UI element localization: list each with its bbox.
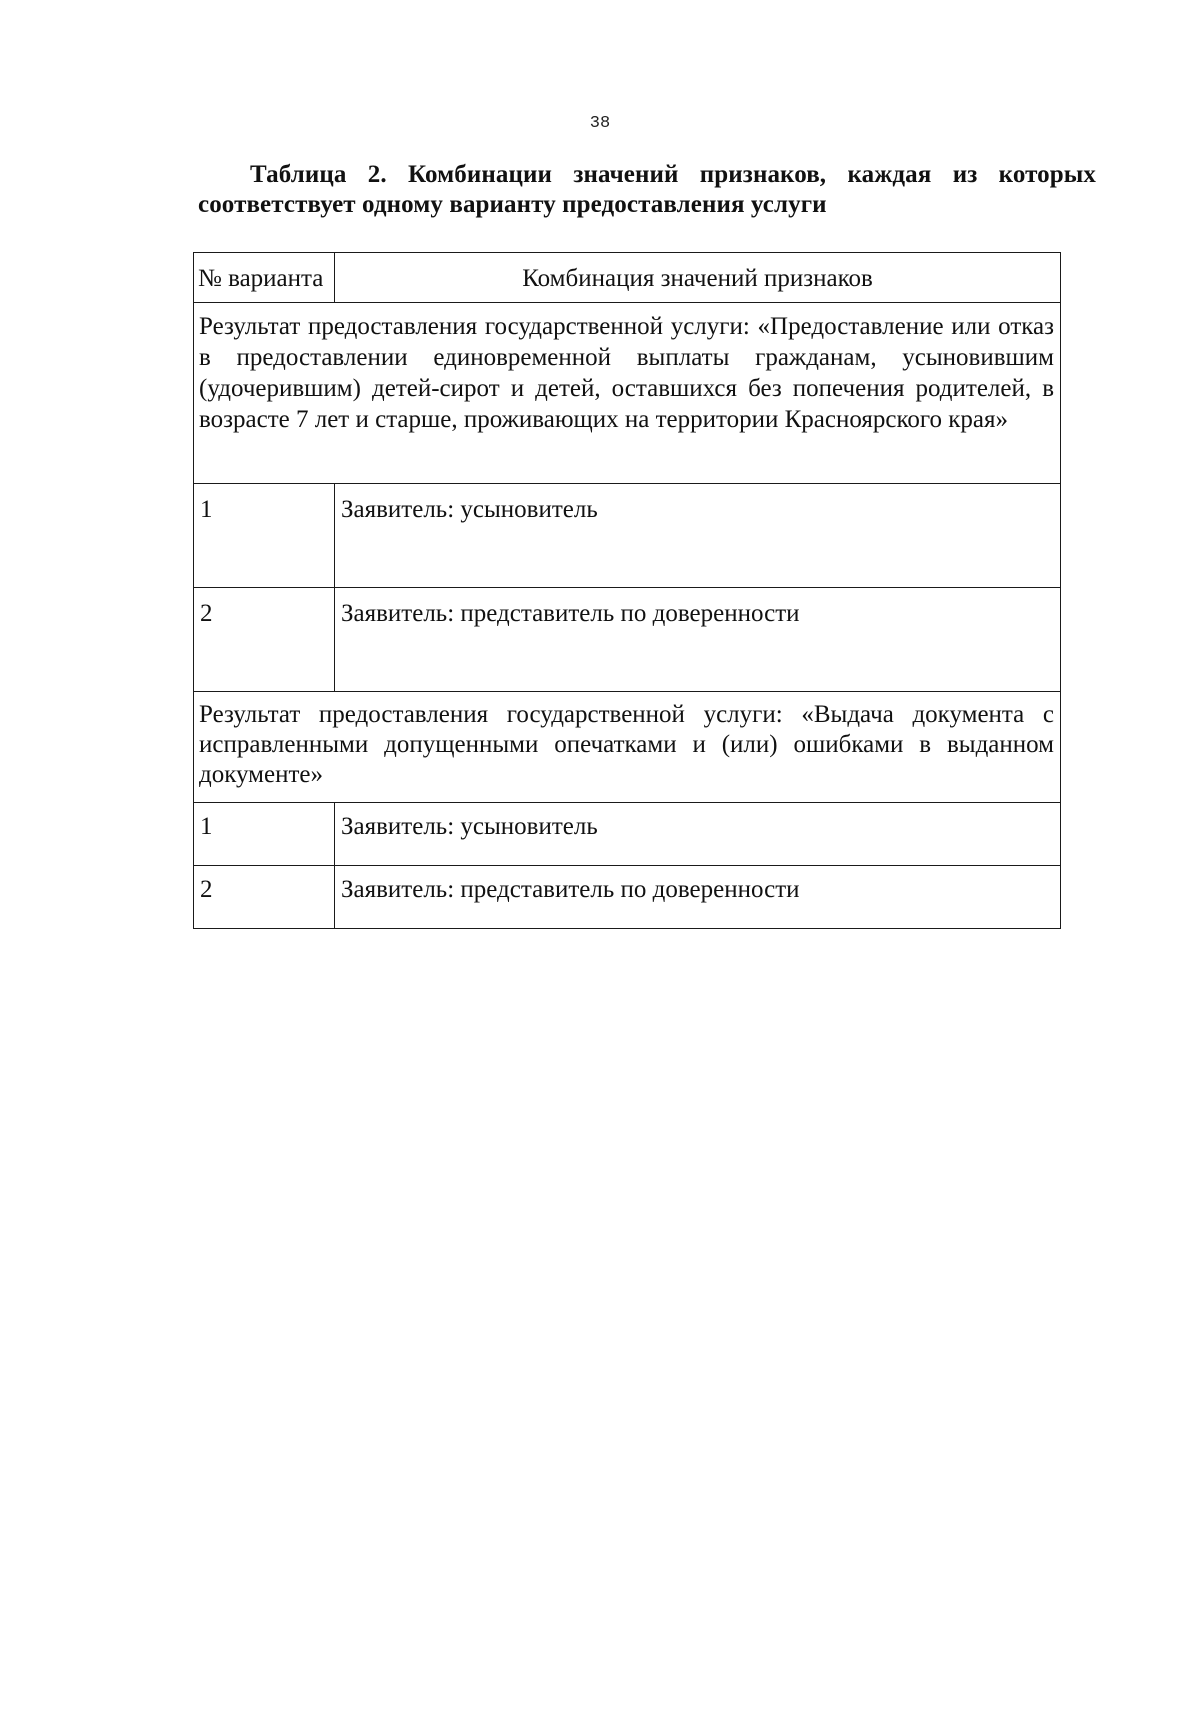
combination-cell: Заявитель: усыновитель [335, 803, 1061, 866]
header-variant-number: № варианта [194, 253, 335, 303]
combination-cell: Заявитель: усыновитель [335, 484, 1061, 588]
group-row [194, 692, 1061, 803]
table-row [194, 803, 1061, 866]
combination-cell: Заявитель: представитель по доверенности [335, 866, 1061, 929]
table-caption: Таблица 2. Комбинации значений признаков, каждая из которых соответствует одному варианту предоставления услуги [198, 161, 1096, 218]
table-row [194, 588, 1061, 692]
table-row [194, 484, 1061, 588]
table-header-row [194, 253, 1061, 303]
table-row [194, 866, 1061, 929]
group-result-text: Результат предоставления государственной услуги: «Предоставление или отказ в предоставлении единовременной выплаты гражданам, усыновившим (удочерившим) детей-сирот и детей, оставшихся без попечения родителей, в возрасте 7 лет и старше, проживающих на территории Красноярского края» [194, 303, 1061, 484]
variant-number-cell: 2 [194, 866, 335, 929]
group-row [194, 303, 1061, 484]
combination-cell: Заявитель: представитель по доверенности [335, 588, 1061, 692]
variants-table [193, 252, 1061, 929]
variant-number-cell: 2 [194, 588, 335, 692]
page-number: 38 [589, 114, 611, 133]
header-combination: Комбинация значений признаков [335, 253, 1061, 303]
variant-number-cell: 1 [194, 484, 335, 588]
variant-number-cell: 1 [194, 803, 335, 866]
group-result-text: Результат предоставления государственной услуги: «Выдача документа с исправленными допущенными опечатками и (или) ошибками в выданном документе» [194, 692, 1061, 803]
